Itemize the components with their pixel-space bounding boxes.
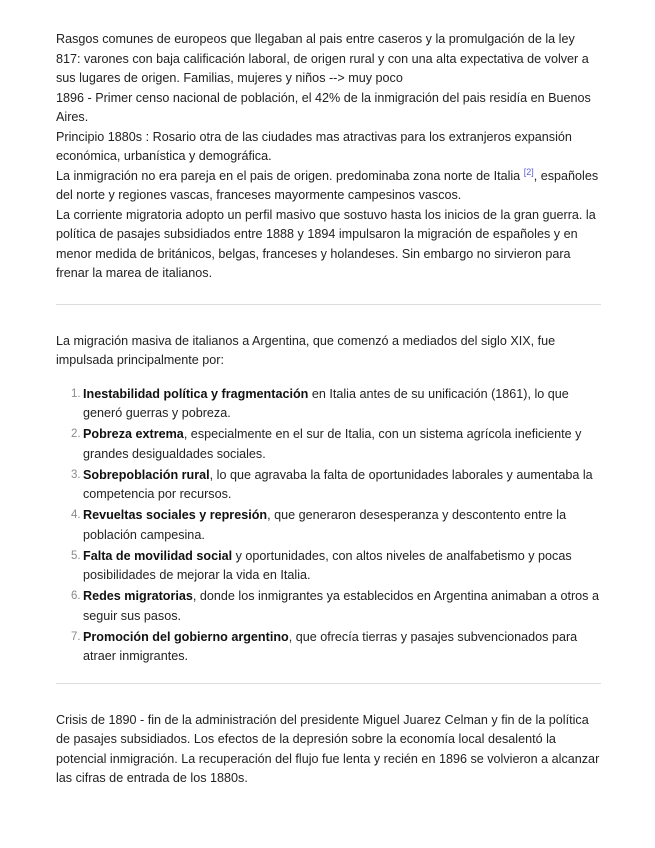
- paragraph-crisis-1890: Crisis de 1890 - fin de la administración del presidente Miguel Juarez Celman y fin de la política de pasajes subsidiados. Los efectos de la depresión sobre la economía local desalentó la potencial inmigración. La recuperación del flujo fue lenta y recién en 1896 se volvieron a alcanzar las cifras de entrada de los 1880s.: [56, 712, 600, 785]
- list-item-number: 7.: [71, 630, 81, 643]
- list-item-text: , lo que agravaba la falta de oportunidades laborales y aumentaba la competencia por recursos.: [83, 467, 593, 501]
- paragraph-rasgos: Rasgos comunes de europeos que llegaban al pais entre caseros y la promulgación de la ley 817: varones con baja calificación laboral, de origen rural y con una alta expectativa de volver a sus lugares de origen. Familias, mujeres y niños --> muy poco: [56, 32, 589, 85]
- section-divider: [56, 304, 601, 305]
- list-item: [56, 547, 601, 586]
- paragraph-origen-text-a: La inmigración no era pareja en el pais de origen. predominaba zona norte de Italia: [56, 168, 524, 183]
- list-item-text: , donde los inmigrantes ya establecidos en Argentina animaban a otros a seguir sus pasos.: [83, 589, 599, 623]
- list-item-title: Falta de movilidad social: [83, 548, 233, 563]
- list-item-number: 2.: [71, 428, 81, 440]
- paragraph-censo-1896: 1896 - Primer censo nacional de población, el 42% de la inmigración del pais residía en Buenos Aires.: [56, 90, 591, 124]
- list-item: [56, 466, 601, 505]
- list-item: [56, 425, 601, 464]
- list-item-text: en Italia antes de su unificación (1861), lo que generó guerras y pobreza.: [83, 386, 569, 420]
- list-item: [56, 385, 601, 424]
- footnote-reference-link[interactable]: [2]: [523, 166, 534, 177]
- list-item: [56, 628, 601, 667]
- list-item-number: 5.: [71, 549, 81, 562]
- list-item-title: Revueltas sociales y represión: [83, 508, 268, 522]
- paragraph-rosario: Principio 1880s : Rosario otra de las ciudades mas atractivas para los extranjeros expansión económica, urbanística y demográfica.: [56, 129, 572, 163]
- section-divider: [56, 683, 601, 684]
- list-item-text: , que ofrecía tierras y pasajes subvencionados para atraer inmigrantes.: [83, 629, 578, 663]
- paragraph-origen-text-b: , españoles del norte y regiones vascas, franceses mayormente campesinos vascos.: [56, 168, 599, 202]
- list-item-number: 3.: [71, 468, 81, 481]
- list-item-text: , que generaron desesperanza y descontento entre la población campesina.: [83, 508, 567, 542]
- list-item-title: Redes migratorias: [83, 589, 193, 603]
- list-item-title: Sobrepoblación rural: [83, 467, 210, 482]
- list-item-title: Pobreza extrema: [83, 427, 184, 441]
- paragraph-corriente-migratoria: La corriente migratoria adopto un perfil masivo que sostuvo hasta los inicios de la gran guerra. la política de pasajes subsidiados entre 1888 y 1894 impulsaron la migración de españoles y en menor medida de británicos, belgas, franceses y holandeses. Sin embargo no sirvieron para frenar la marea de italianos.: [56, 207, 596, 280]
- list-item: [56, 506, 601, 545]
- list-item-text: y oportunidades, con altos niveles de analfabetismo y pocas posibilidades de mejorar la vida en Italia.: [83, 548, 572, 582]
- list-item-number: 1.: [71, 387, 81, 400]
- causes-list: [56, 385, 601, 667]
- list-item-text: , especialmente en el sur de Italia, con un sistema agrícola ineficiente y grandes desigualdades sociales.: [83, 427, 582, 461]
- list-item-title: Promoción del gobierno argentino: [83, 629, 289, 644]
- list-item: [56, 587, 601, 626]
- list-item-number: 4.: [71, 509, 81, 521]
- paragraph-origen: [56, 167, 601, 206]
- paragraph-intro-italianos: La migración masiva de italianos a Argentina, que comenzó a mediados del siglo XIX, fue impulsada principalmente por:: [56, 333, 556, 367]
- list-item-number: 6.: [71, 590, 81, 602]
- list-item-title: Inestabilidad política y fragmentación: [83, 386, 309, 401]
